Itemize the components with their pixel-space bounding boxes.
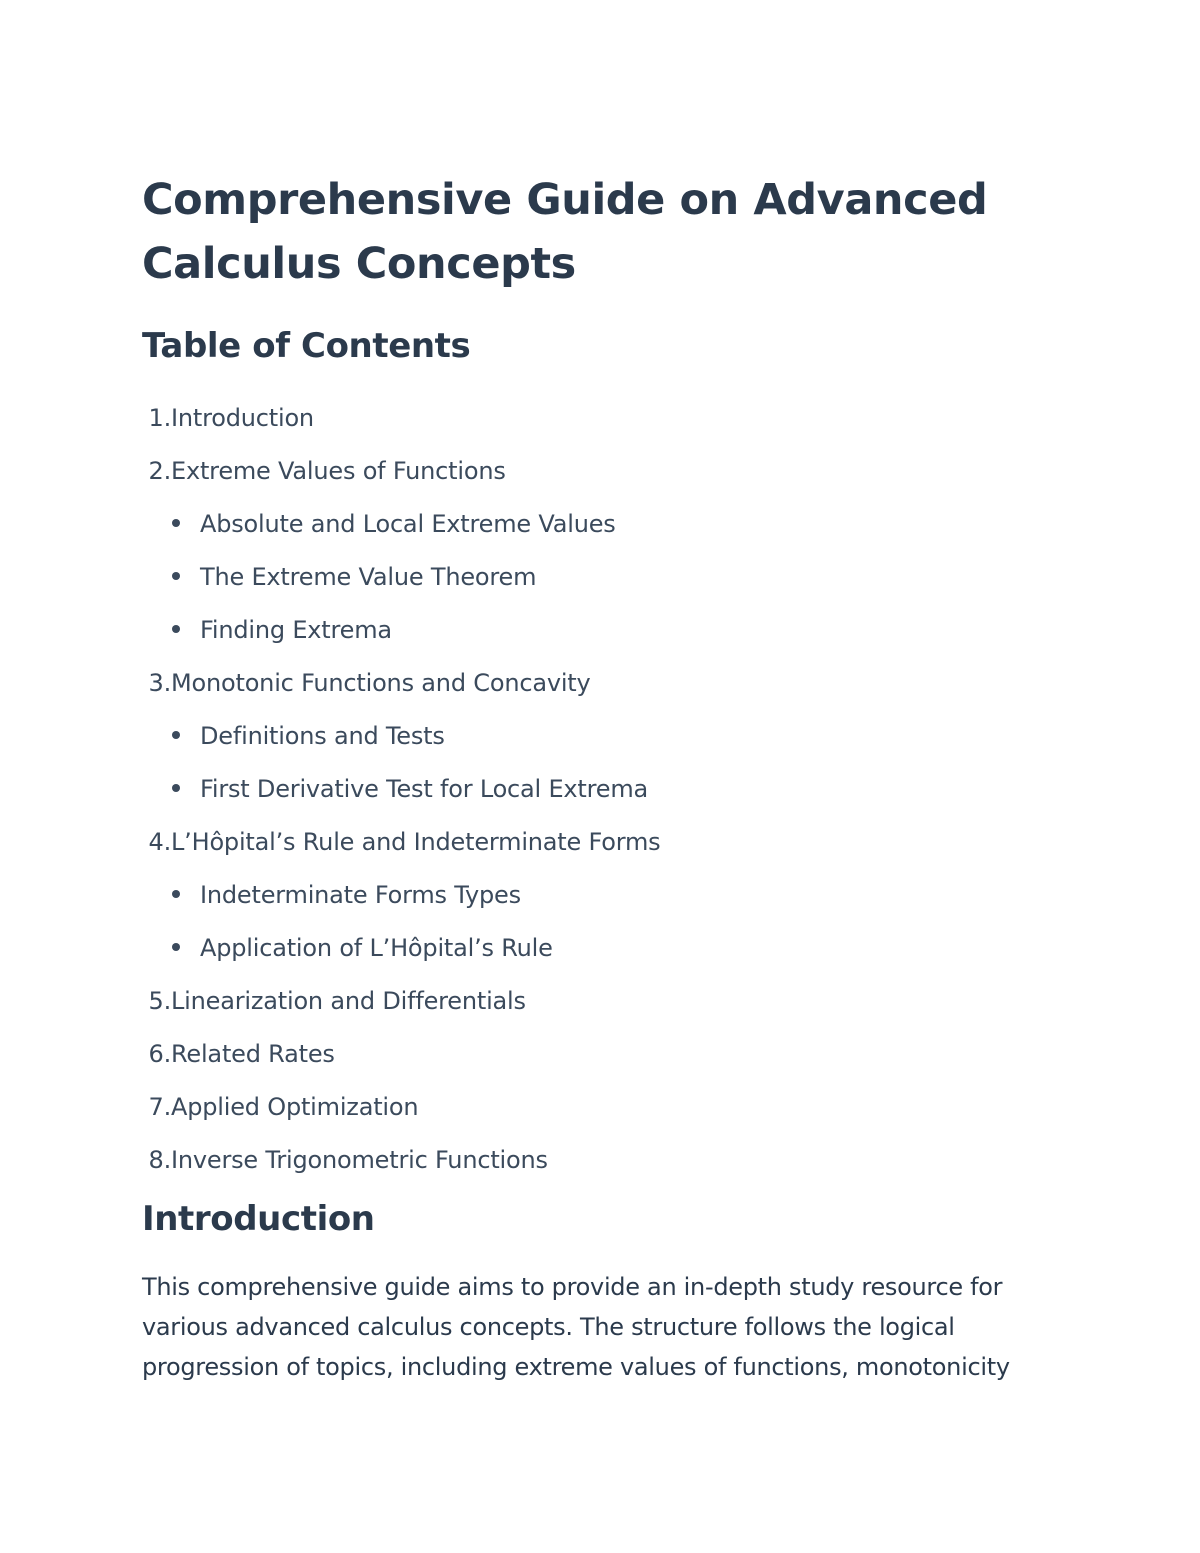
introduction-paragraph: This comprehensive guide aims to provide an in-depth study resource for various advanced calculus concepts. The structure follows the logical progression of topics, including extreme values of functions, monotonicity	[142, 1273, 1010, 1381]
toc-subitem	[142, 604, 1060, 657]
toc-item-label: Linearization and Differentials	[171, 987, 526, 1015]
toc-item	[142, 445, 1060, 498]
toc-subitem	[142, 710, 1060, 763]
toc-subitem-label: Finding Extrema	[200, 616, 392, 644]
bullet-icon	[172, 572, 180, 580]
toc-item-number: 3.	[148, 669, 171, 697]
toc-item-label: Applied Optimization	[171, 1093, 419, 1121]
toc-subitem-label: Indeterminate Forms Types	[200, 881, 521, 909]
toc-subitem-label: Application of L’Hôpital’s Rule	[200, 934, 553, 962]
toc-item-number: 8.	[148, 1146, 171, 1174]
document-title: Comprehensive Guide on Advanced Calculus Concepts	[142, 175, 988, 289]
toc-item-number: 5.	[148, 987, 171, 1015]
bullet-icon	[172, 890, 180, 898]
toc-item-label: L’Hôpital’s Rule and Indeterminate Forms	[171, 828, 661, 856]
toc-item	[142, 975, 1060, 1028]
toc-item-label: Inverse Trigonometric Functions	[171, 1146, 548, 1174]
toc-item	[142, 816, 1060, 869]
bullet-icon	[172, 731, 180, 739]
toc-subitem-label: Definitions and Tests	[200, 722, 445, 750]
toc-subitem-label: Absolute and Local Extreme Values	[200, 510, 616, 538]
toc-item-label: Related Rates	[171, 1040, 335, 1068]
toc-item	[142, 1081, 1060, 1134]
bullet-icon	[172, 625, 180, 633]
toc-item-number: 1.	[148, 404, 171, 432]
toc-subitem	[142, 922, 1060, 975]
toc-item-number: 7.	[148, 1093, 171, 1121]
toc-item	[142, 657, 1060, 710]
toc-item-number: 6.	[148, 1040, 171, 1068]
bullet-icon	[172, 519, 180, 527]
toc-item	[142, 1028, 1060, 1081]
toc-subitem-label: The Extreme Value Theorem	[200, 563, 537, 591]
toc-item-number: 2.	[148, 457, 171, 485]
toc-subitem	[142, 869, 1060, 922]
toc-item-label: Introduction	[171, 404, 314, 432]
toc-item	[142, 1134, 1060, 1187]
toc-item-number: 4.	[148, 828, 171, 856]
toc-subitem	[142, 498, 1060, 551]
toc-item	[142, 392, 1060, 445]
bullet-icon	[172, 784, 180, 792]
bullet-icon	[172, 943, 180, 951]
toc-subitem	[142, 551, 1060, 604]
toc-heading: Table of Contents	[142, 326, 471, 366]
toc-item-label: Extreme Values of Functions	[171, 457, 506, 485]
table-of-contents	[142, 392, 1060, 1187]
toc-subitem-label: First Derivative Test for Local Extrema	[200, 775, 649, 803]
toc-subitem	[142, 763, 1060, 816]
introduction-heading: Introduction	[142, 1199, 375, 1239]
toc-item-label: Monotonic Functions and Concavity	[171, 669, 591, 697]
